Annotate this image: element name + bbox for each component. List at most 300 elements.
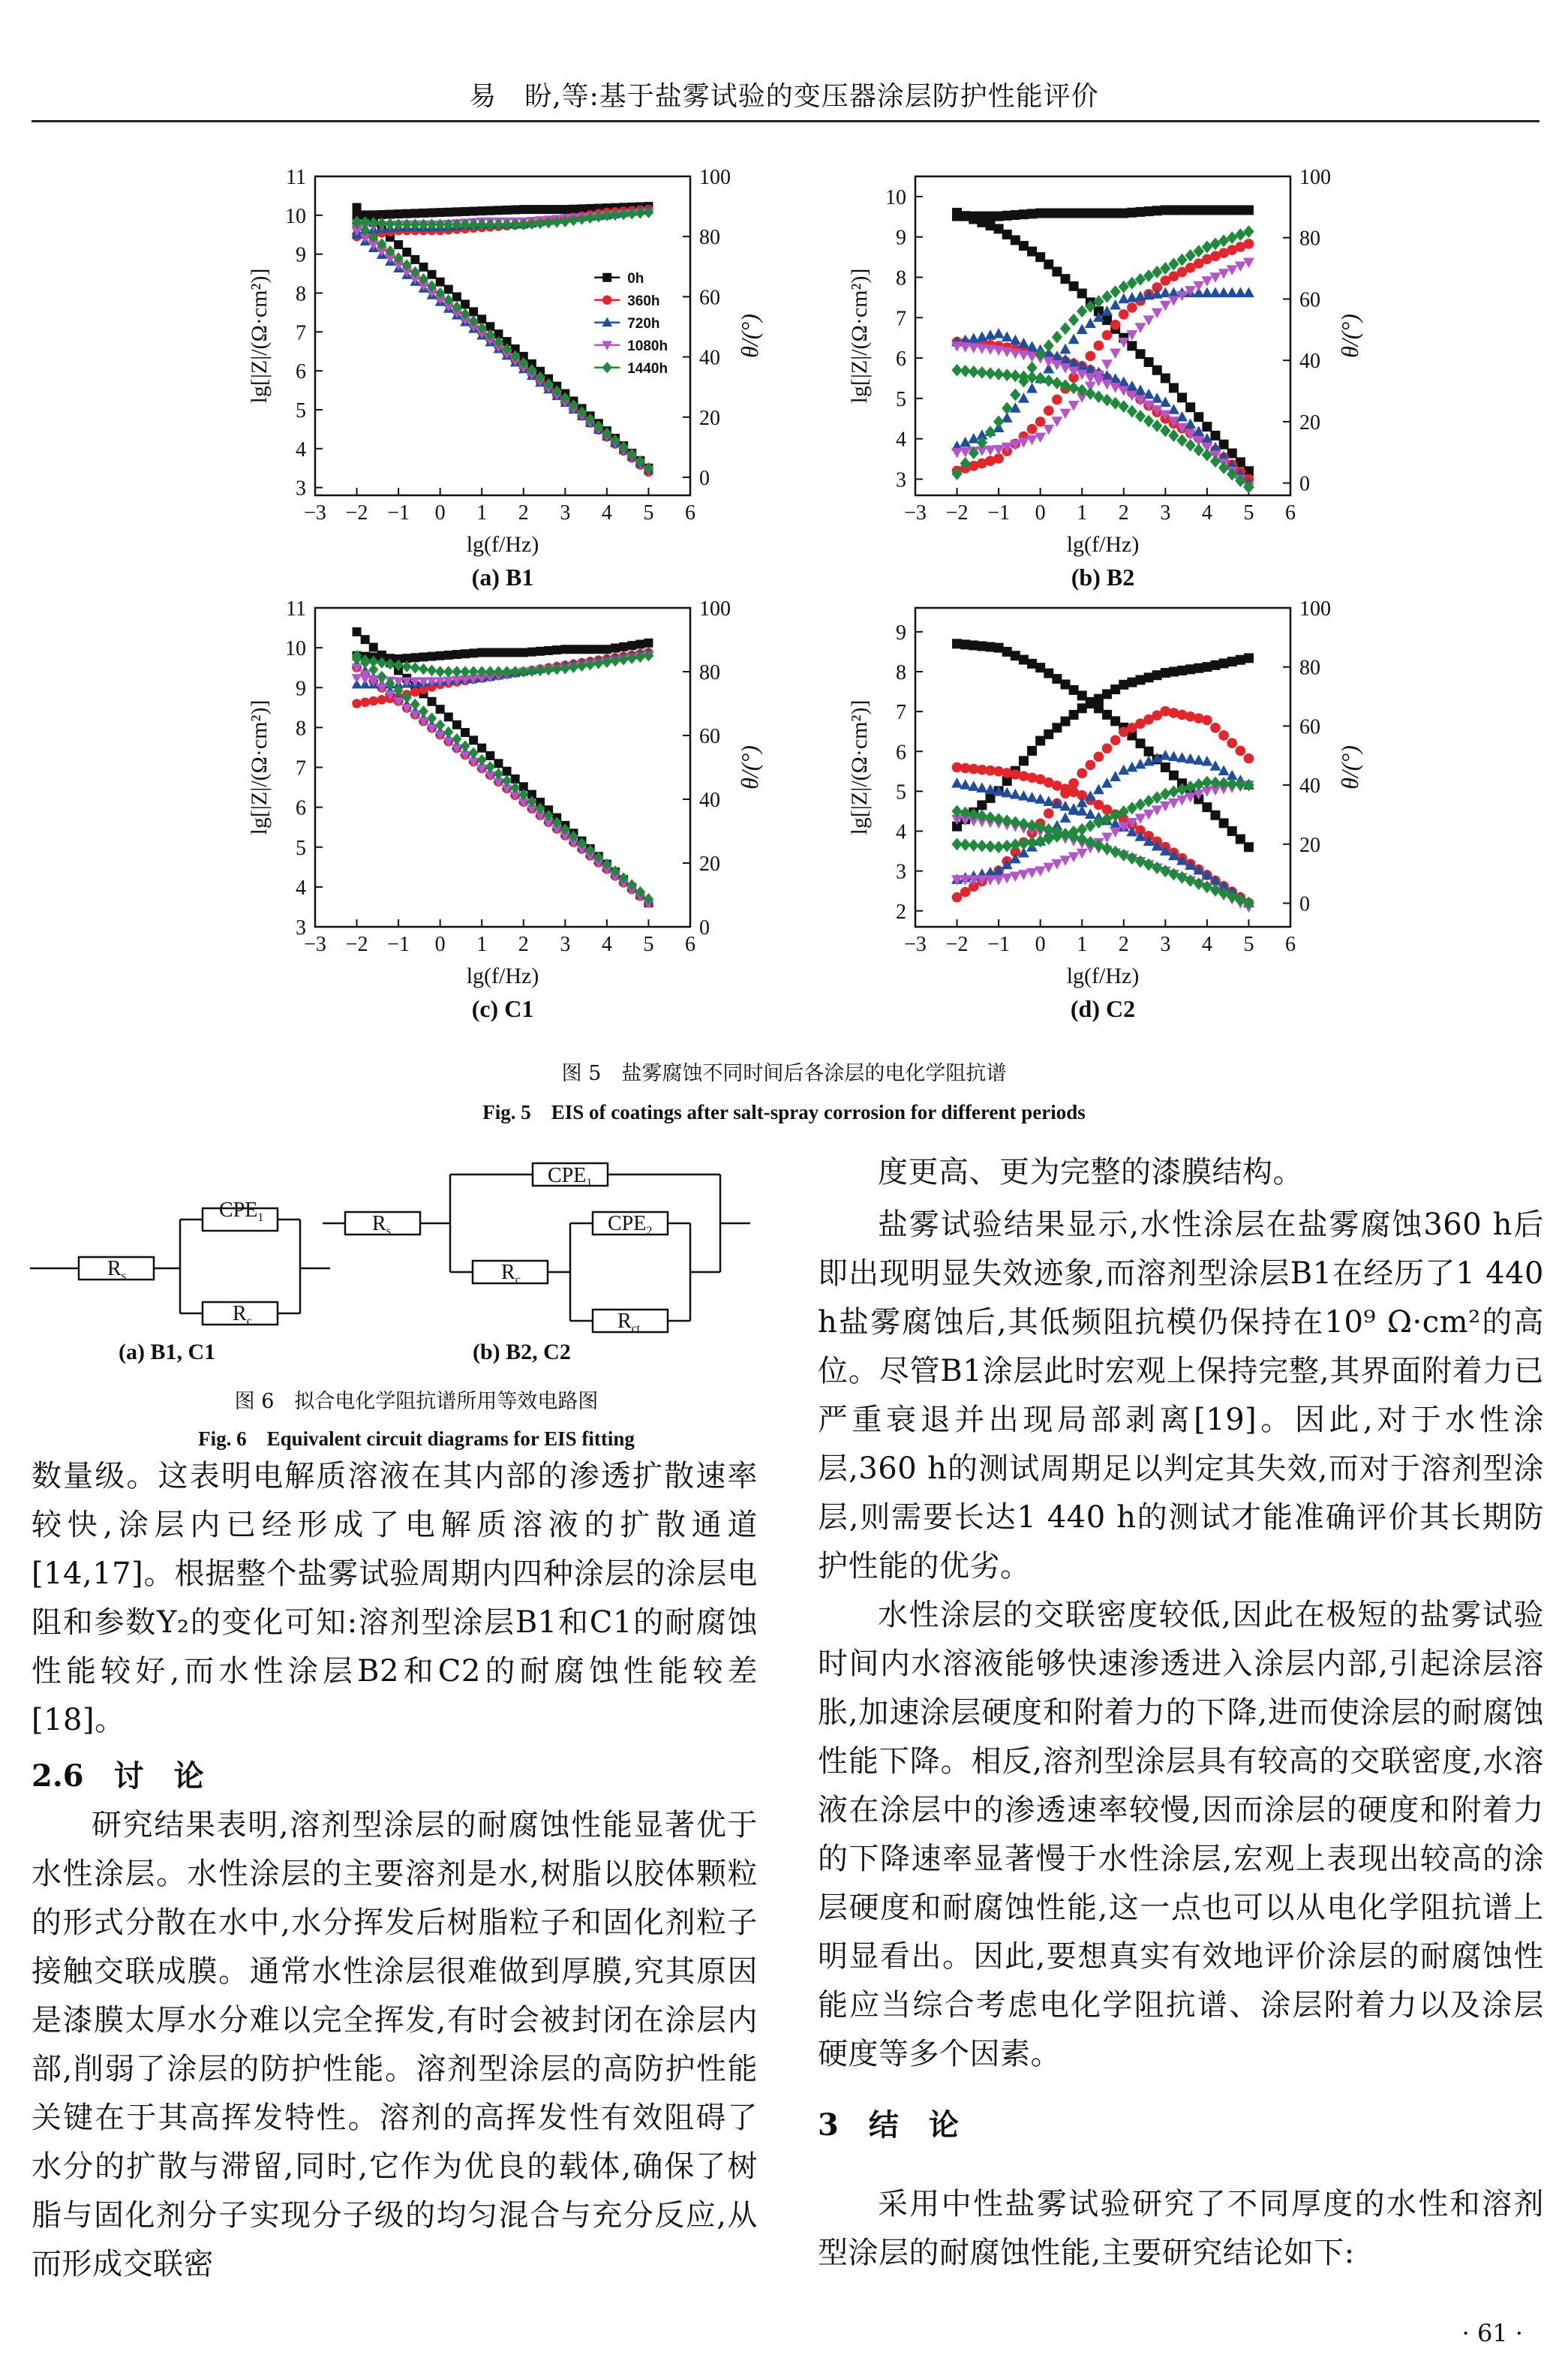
phase-point [1218, 234, 1229, 247]
phase-point [594, 645, 603, 654]
legend-label: 0h [627, 270, 644, 287]
phase-point [368, 696, 378, 706]
y-axis-label: lg[|Z|/(Ω·cm²)] [847, 699, 872, 835]
phase-point [1211, 660, 1221, 670]
phase-point [485, 648, 494, 657]
modulus-point [1069, 281, 1079, 291]
y2-tick-label: 80 [1299, 656, 1320, 680]
modulus-point [1194, 412, 1203, 422]
y2-tick-label: 60 [1299, 715, 1320, 739]
y-tick-label: 3 [296, 477, 306, 501]
modulus-point [394, 240, 403, 249]
phase-point [1201, 756, 1212, 766]
modulus-point [477, 744, 486, 753]
modulus-point [428, 697, 437, 706]
phase-point [419, 209, 428, 218]
phase-point [1219, 205, 1229, 215]
x-tick-label: 0 [1035, 933, 1046, 956]
phase-point [1243, 287, 1254, 297]
modulus-point [1152, 365, 1162, 375]
y-tick-label: 8 [896, 661, 906, 684]
phase-point [1085, 317, 1096, 328]
modulus-point [353, 203, 362, 212]
x-tick-label: 5 [643, 933, 654, 956]
modulus-point [1219, 440, 1229, 450]
phase-point [1211, 205, 1221, 215]
y2-tick-label: 20 [699, 853, 720, 876]
modulus-point [428, 270, 437, 279]
y2-tick-label: 0 [699, 466, 710, 490]
y2-tick-label: 100 [1299, 597, 1331, 621]
phase-point [428, 209, 437, 218]
modulus-point [1052, 674, 1062, 684]
modulus-point [461, 299, 470, 308]
x-axis-label: lg(f/Hz) [466, 532, 539, 557]
y-tick-label: 8 [896, 266, 906, 290]
phase-point [1110, 735, 1121, 745]
legend-label: 1440h [627, 360, 668, 377]
phase-point [1026, 362, 1037, 374]
modulus-point [1202, 802, 1212, 812]
modulus-point [1044, 260, 1053, 269]
figure6-sub-a: (a) B1, C1 [119, 1340, 216, 1364]
x-tick-label: −3 [304, 501, 326, 525]
modulus-point [1044, 669, 1053, 678]
x-tick-label: 6 [685, 501, 695, 525]
phase-point [1110, 771, 1121, 781]
phase-point [536, 647, 545, 656]
phase-point [1035, 736, 1045, 746]
phase-point [1243, 779, 1254, 792]
modulus-point [444, 712, 453, 721]
section-heading-3: 3 结 论 [818, 2107, 959, 2143]
modulus-point [452, 733, 461, 745]
y2-tick-label: 80 [699, 226, 720, 250]
phase-point [1101, 777, 1113, 788]
phase-point [419, 663, 428, 675]
modulus-point [960, 639, 970, 649]
modulus-point [986, 642, 996, 652]
phase-point [544, 205, 553, 214]
modulus-point [960, 779, 971, 789]
phase-point [1044, 832, 1054, 845]
right-paragraph-1: 度更高、更为完整的漆膜结构。 [878, 1155, 1303, 1190]
phase-point [1068, 778, 1079, 789]
phase-point [511, 206, 520, 215]
modulus-point [1061, 274, 1071, 284]
phase-point [1044, 339, 1054, 352]
modulus-point [1161, 373, 1170, 383]
modulus-point [1085, 836, 1095, 849]
phase-point [1119, 680, 1128, 690]
y-tick-label: 5 [296, 399, 306, 423]
modulus-point [968, 780, 979, 791]
modulus-point [1085, 387, 1095, 400]
y-tick-label: 10 [885, 185, 906, 209]
phase-point [1144, 672, 1154, 682]
phase-point [1044, 405, 1054, 416]
phase-point [578, 645, 587, 654]
modulus-point [1052, 266, 1062, 276]
y2-tick-label: 0 [1299, 892, 1310, 916]
eis-chart-c1 [225, 582, 780, 1032]
modulus-point [402, 248, 411, 257]
modulus-point [1143, 859, 1154, 871]
modulus-point [436, 705, 445, 714]
phase-point [1077, 209, 1087, 218]
phase-point [1002, 402, 1012, 414]
x-tick-label: −1 [387, 501, 410, 525]
y-tick-label: 8 [296, 282, 306, 306]
modulus-point [1019, 655, 1029, 665]
modulus-point [469, 735, 478, 744]
y2-tick-label: 40 [1299, 774, 1320, 799]
phase-point [1177, 666, 1187, 675]
phase-point [1026, 435, 1038, 446]
y-tick-label: 7 [296, 321, 306, 345]
phase-point [410, 653, 419, 662]
modulus-point [1011, 651, 1020, 660]
y-tick-label: 11 [286, 166, 306, 189]
svg-text:CPE2: $CPE_2$ [608, 1212, 653, 1238]
phase-point [1110, 209, 1120, 218]
running-head: 易 盼,等:基于盐雾试验的变压器涂层防护性能评价 [469, 81, 1099, 112]
modulus-point [993, 328, 1005, 338]
phase-point [1094, 341, 1104, 351]
modulus-point [1144, 747, 1154, 756]
phase-point [494, 206, 503, 215]
right-paragraph-2: 盐雾试验结果显示,水性涂层在盐雾腐蚀360 h后即出现明显失效迹象,而溶剂型涂层B1在经历了1 440 h盐雾腐蚀后,其低频阻抗模仍保持在10⁹ Ω·cm²的高位。尽管B1涂层此时宏观上保持完整,其界面附着力已严重衰退并出现局部剥离[19]。因此,对于水性涂层,360 h的测试周期足以判定其失效,而对于溶剂型涂层,则需要长达1 440 h的测试才能准确评价其长期防护性能的优劣。 [818, 1208, 1544, 1583]
modulus-point [1010, 789, 1021, 799]
y2-tick-label: 0 [699, 916, 710, 940]
phase-point [1094, 694, 1104, 704]
modulus-point [485, 761, 495, 773]
left-paragraph-1: 数量级。这表明电解质溶液在其内部的渗透扩散速率较快,涂层内已经形成了电解质溶液的扩散通道[14,17]。根据整个盐雾试验周期内四种涂层的涂层电阻和参数Y₂的变化可知:溶剂型涂层B1和C1的耐腐蚀性能较好,而水性涂层B2和C2的耐腐蚀性能较差[18]。 [32, 1459, 758, 1737]
phase-point [1068, 334, 1080, 344]
modulus-point [410, 699, 420, 711]
modulus-point [1144, 357, 1154, 367]
phase-point [1094, 209, 1104, 218]
y-tick-label: 9 [296, 677, 306, 701]
phase-point [1227, 657, 1237, 666]
phase-point [1136, 675, 1146, 685]
circuit-diagram-b [323, 1152, 765, 1340]
modulus-point [1161, 762, 1170, 772]
y-tick-label: 5 [896, 780, 906, 805]
phase-point [1127, 208, 1137, 218]
x-tick-label: 3 [560, 501, 571, 525]
modulus-point [976, 782, 987, 792]
x-tick-label: 4 [1201, 501, 1212, 525]
modulus-point [985, 811, 996, 824]
phase-point [1027, 746, 1037, 756]
right-paragraph-3: 水性涂层的交联密度较低,因此在极短的盐雾试验时间内水溶液能够快速渗透进入涂层内部,引起涂层溶胀,加速涂层硬度和附着力的下降,进而使涂层的耐腐蚀性能下降。相反,溶剂型涂层具有较高的交联密度,水溶液在涂层中的渗透速率较慢,因而涂层的硬度和附着力的下降速率显著慢于水性涂层,宏观上表现出较高的涂层硬度和耐腐蚀性能,这一点也可以从电化学阻抗谱上明显看出。因此,要想真实有效地评价涂层的耐腐蚀性能应当综合考虑电化学阻抗谱、涂层附着力以及涂层硬度等多个因素。 [818, 1598, 1544, 2071]
modulus-point [1027, 659, 1037, 669]
x-tick-label: 6 [685, 933, 695, 956]
y2-axis-label: θ/(°) [1336, 314, 1363, 358]
phase-point [1094, 752, 1104, 762]
phase-point [1010, 389, 1020, 402]
phase-point [536, 205, 545, 214]
y-tick-label: 8 [296, 717, 306, 741]
modulus-point [993, 813, 1004, 826]
phase-point [994, 212, 1004, 221]
phase-point [602, 645, 611, 654]
x-tick-label: 0 [434, 501, 446, 525]
modulus-point [1026, 792, 1038, 802]
y-tick-label: 2 [896, 900, 906, 924]
phase-point [1102, 689, 1112, 699]
phase-point [1060, 344, 1071, 354]
phase-point [1069, 209, 1079, 218]
phase-point [360, 698, 370, 708]
y-tick-label: 5 [896, 387, 906, 411]
phase-point [1185, 664, 1195, 674]
y-tick-label: 3 [896, 860, 906, 884]
y-tick-label: 6 [896, 347, 906, 371]
y-tick-label: 9 [896, 226, 906, 250]
modulus-point [1127, 341, 1137, 350]
y-tick-label: 3 [296, 916, 306, 940]
phase-point [1035, 866, 1046, 877]
modulus-point [1002, 230, 1012, 239]
phase-point [428, 652, 437, 661]
phase-point [1061, 209, 1071, 218]
modulus-point [369, 643, 378, 652]
modulus-point [1177, 392, 1187, 402]
phase-point [1119, 209, 1128, 218]
phase-point [1102, 743, 1113, 753]
phase-point [1210, 723, 1221, 733]
phase-point [985, 426, 996, 438]
phase-point [1194, 205, 1203, 215]
section-heading-2-6: 2.6 讨 论 [32, 1758, 204, 1794]
phase-point [1144, 206, 1154, 216]
modulus-point [1243, 481, 1254, 494]
legend-label: 1080h [627, 338, 668, 354]
x-tick-label: 1 [476, 501, 488, 525]
phase-point [1227, 231, 1237, 244]
eis-chart-b1 [225, 150, 780, 600]
phase-point [1161, 668, 1170, 678]
phase-point [1236, 746, 1246, 756]
figure6-caption-en: Fig. 6 Equivalent circuit diagrams for EIS fitting [198, 1427, 635, 1450]
modulus-point [485, 751, 494, 760]
phase-point [377, 695, 387, 705]
modulus-point [994, 224, 1004, 233]
phase-point [1244, 653, 1254, 663]
phase-point [410, 687, 420, 697]
x-tick-label: −1 [387, 933, 410, 956]
x-tick-label: −3 [904, 501, 927, 525]
phase-point [560, 205, 569, 214]
x-tick-label: −3 [904, 933, 927, 956]
y2-tick-label: 100 [1299, 166, 1331, 189]
phase-point [1202, 662, 1212, 672]
phase-point [1052, 331, 1062, 344]
phase-point [993, 841, 1004, 853]
phase-point [1044, 729, 1053, 739]
phase-point [1127, 302, 1137, 313]
phase-point [1169, 205, 1179, 215]
phase-point [386, 210, 395, 219]
phase-point [1011, 210, 1020, 220]
x-tick-label: 1 [476, 933, 488, 956]
phase-point [1218, 730, 1229, 741]
phase-point [419, 652, 428, 661]
y2-tick-label: 40 [699, 346, 720, 370]
x-tick-label: 4 [601, 501, 612, 525]
legend-marker [602, 273, 611, 282]
panel-label: (d) C2 [1070, 995, 1136, 1022]
modulus-point [452, 293, 461, 302]
phase-point [1044, 209, 1053, 218]
y2-tick-label: 100 [699, 597, 731, 621]
y-tick-label: 6 [296, 360, 306, 384]
modulus-point [1168, 868, 1179, 880]
phase-point [986, 212, 996, 221]
modulus-point [1035, 663, 1045, 672]
y2-tick-label: 60 [699, 725, 720, 748]
modulus-point [1061, 680, 1071, 690]
phase-point [977, 800, 987, 810]
y-tick-label: 5 [296, 836, 306, 860]
y2-tick-label: 100 [699, 166, 731, 189]
series-1440h [352, 650, 653, 905]
phase-point [569, 205, 578, 214]
phase-point [1077, 703, 1087, 713]
x-tick-label: 5 [643, 501, 654, 525]
phase-point [993, 415, 1004, 428]
phase-point [352, 699, 362, 708]
phase-point [410, 209, 419, 218]
x-tick-label: 2 [1118, 933, 1129, 956]
x-tick-label: 2 [1118, 501, 1129, 525]
modulus-point [1136, 349, 1146, 359]
phase-point [469, 648, 478, 657]
modulus-point [1002, 814, 1012, 827]
phase-point [1219, 658, 1229, 668]
x-tick-label: −2 [945, 501, 969, 525]
svg-text:CPE1: $CPE_1$ [219, 1199, 264, 1224]
modulus-point [1044, 374, 1054, 387]
phase-point [1119, 309, 1129, 320]
modulus-point [1018, 790, 1029, 801]
phase-point [1185, 753, 1196, 764]
phase-point [560, 645, 569, 654]
phase-point [1194, 663, 1203, 673]
phase-point [1093, 784, 1104, 795]
y2-tick-label: 60 [1299, 288, 1320, 312]
modulus-point [1211, 811, 1221, 820]
modulus-point [1069, 685, 1079, 695]
phase-point [519, 648, 528, 657]
phase-point [1044, 808, 1054, 819]
phase-point [993, 875, 1005, 886]
figure5-caption-en: Fig. 5 EIS of coatings after salt-spray corrosion for different periods [482, 1101, 1086, 1123]
x-tick-label: 4 [1201, 933, 1212, 956]
phase-point [410, 662, 420, 674]
modulus-point [1119, 849, 1129, 862]
phase-point [519, 205, 528, 214]
modulus-point [1152, 862, 1162, 874]
modulus-point [986, 221, 996, 230]
phase-point [1086, 351, 1096, 362]
phase-point [1236, 655, 1245, 665]
x-tick-label: 5 [1243, 933, 1254, 956]
y2-axis-label: θ/(°) [1336, 745, 1363, 789]
y-tick-label: 4 [896, 428, 906, 452]
y-axis-label: lg[|Z|/(Ω·cm²)] [247, 268, 272, 404]
y-tick-label: 3 [896, 468, 906, 492]
modulus-point [419, 263, 428, 272]
modulus-point [952, 639, 962, 648]
legend-marker [602, 362, 612, 374]
modulus-point [1136, 738, 1146, 748]
phase-point [1077, 324, 1088, 335]
modulus-point [1110, 397, 1121, 410]
y-tick-label: 11 [286, 597, 306, 621]
x-axis-label: lg(f/Hz) [1066, 532, 1140, 557]
modulus-point [444, 285, 453, 294]
phase-point [1102, 330, 1113, 341]
modulus-point [1169, 383, 1179, 392]
phase-point [1019, 209, 1029, 219]
modulus-point [1236, 835, 1245, 844]
y-tick-label: 7 [896, 701, 906, 725]
figure6-caption-cn: 图 6 拟合电化学阻抗谱所用等效电路图 [234, 1390, 599, 1413]
modulus-point [1010, 349, 1021, 359]
phase-point [1018, 870, 1029, 880]
phase-point [627, 641, 636, 650]
panel-label: (b) B2 [1071, 564, 1135, 591]
y2-tick-label: 20 [699, 406, 720, 430]
modulus-point [1127, 852, 1137, 865]
phase-point [485, 206, 494, 215]
modulus-point [1002, 347, 1013, 358]
phase-point [461, 649, 470, 658]
y-tick-label: 4 [296, 438, 306, 462]
phase-point [511, 648, 520, 657]
modulus-point [968, 332, 979, 343]
x-tick-label: 2 [518, 933, 529, 956]
y2-tick-label: 0 [1299, 472, 1310, 496]
phase-point [1202, 715, 1212, 726]
modulus-point [1185, 874, 1196, 887]
phase-point [452, 650, 461, 659]
phase-point [1177, 205, 1187, 215]
y2-tick-label: 80 [1299, 227, 1320, 251]
modulus-point [1211, 431, 1221, 441]
modulus-point [469, 747, 479, 759]
phase-point [1026, 383, 1038, 393]
modulus-point [994, 643, 1004, 653]
x-tick-label: 3 [560, 933, 571, 956]
modulus-point [452, 720, 461, 729]
y-tick-label: 9 [296, 243, 306, 267]
modulus-point [1185, 402, 1195, 412]
modulus-point [436, 278, 445, 287]
phase-point [1110, 349, 1121, 359]
y-axis-label: lg[|Z|/(Ω·cm²)] [847, 268, 872, 404]
y-tick-label: 7 [896, 307, 906, 331]
phase-point [452, 207, 461, 216]
legend [594, 271, 668, 377]
modulus-point [1035, 793, 1046, 804]
x-tick-label: 0 [434, 933, 446, 956]
phase-point [527, 648, 536, 657]
modulus-point [1035, 252, 1045, 262]
